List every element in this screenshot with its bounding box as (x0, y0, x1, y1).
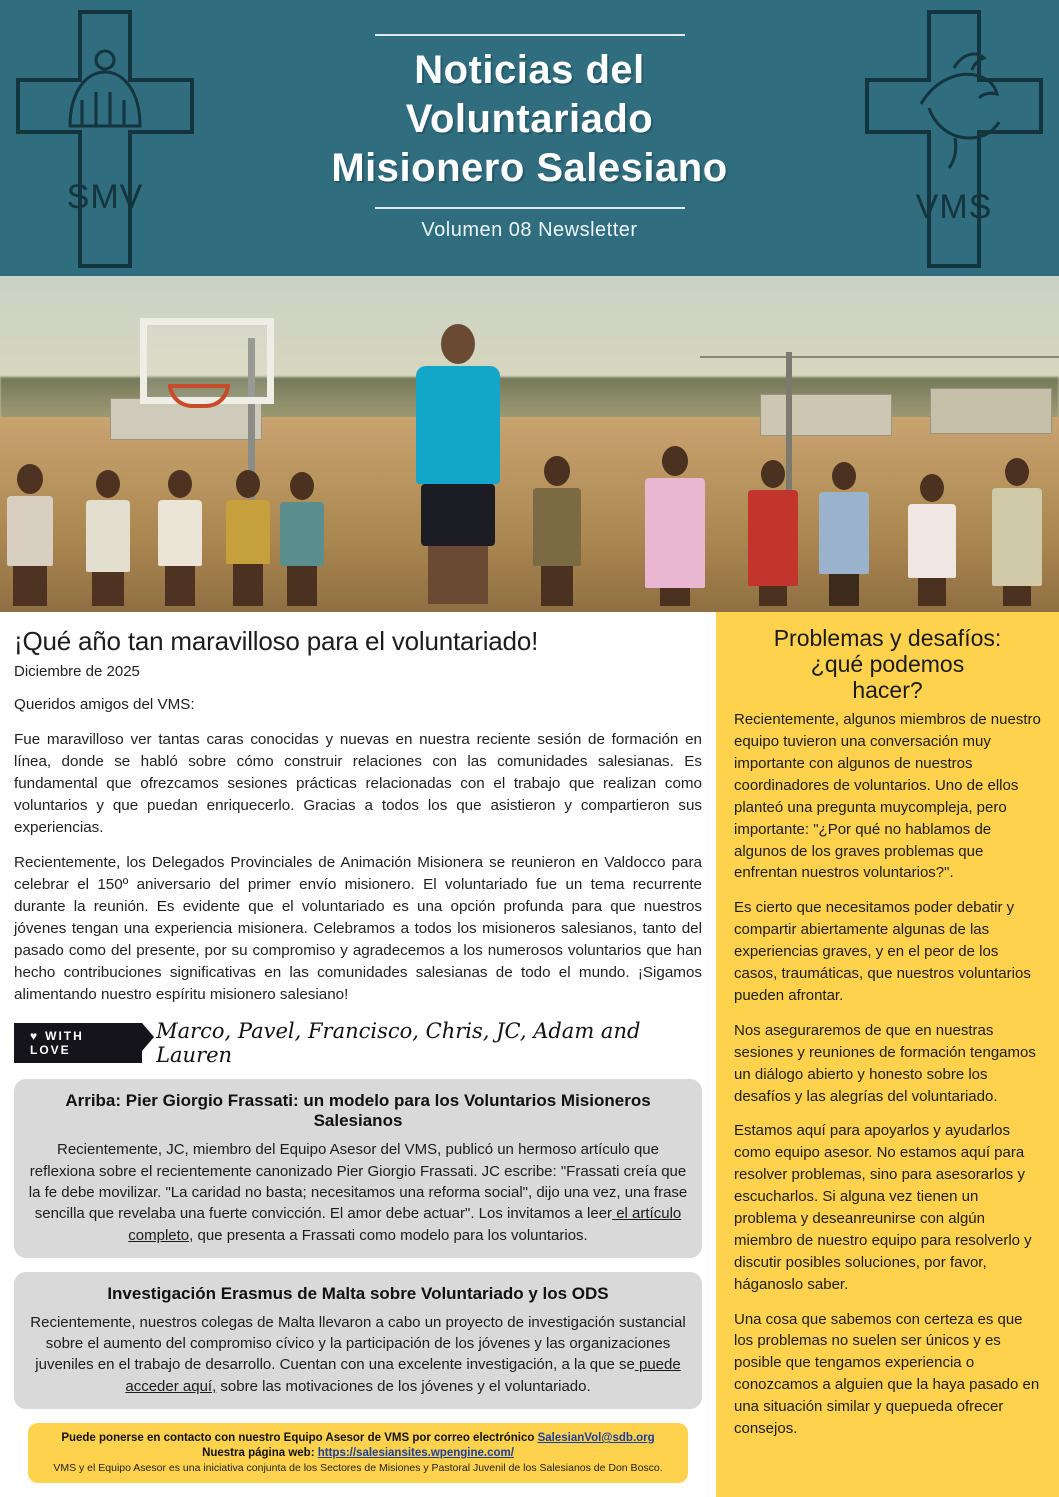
child-figure (742, 460, 804, 606)
box-title: Investigación Erasmus de Malta sobre Voluntariado y los ODS (107, 1283, 609, 1303)
smv-logo-text: SMV (66, 178, 144, 216)
signature-block (14, 1019, 702, 1067)
box-text-after-link: sobre las motivaciones de los jóvenes y el voluntariado. (216, 1377, 591, 1395)
child-figure (812, 462, 876, 606)
child-figure (218, 470, 278, 606)
footer-website-line (38, 1447, 678, 1459)
heart-icon: ♥ (30, 1029, 40, 1044)
article-paragraph-1: Fue maravilloso ver tantas caras conocidas y nuevas en nuestra reciente sesión de formación en línea, donde se habló sobre cómo construir relaciones con las comunidades salesianas. Es fundamental que ofrezcamos sesiones prácticas relacionadas con el trabajo que realizan como voluntarios y que puedan enriquecerlo. Gracias a todos los que asistieron y compartieron sus experiencias. (14, 731, 702, 837)
child-figure (0, 464, 60, 606)
masthead-rule-bottom (375, 207, 685, 209)
greeting-text: Queridos amigos del VMS: (14, 696, 195, 713)
email-link[interactable]: SalesianVol@sdb.org (537, 1432, 655, 1445)
sidebar-paragraph: Una cosa que sabemos con certeza es que los problemas no suelen ser únicos y es posible que tengamos experiencia o conozcamos a alguien que la haya pasado en una situación similar y quepueda ofrecer consejos. (734, 1310, 1040, 1437)
vms-logo-text: VMS (915, 188, 993, 226)
box-text (28, 1139, 688, 1245)
footer-contact-line (38, 1432, 678, 1444)
sidebar-title-line3: hacer? (852, 676, 923, 703)
main-column (0, 612, 716, 1497)
footer-contact-label: Puede ponerse en contacto con nuestro Equipo Asesor de VMS por correo electrónico (61, 1432, 538, 1445)
newsletter-body (0, 612, 1059, 1497)
child-figure (526, 456, 588, 606)
hero-building (930, 388, 1052, 434)
masthead-rule-top (375, 34, 685, 36)
child-figure (985, 458, 1049, 606)
box-title: Arriba: Pier Giorgio Frassati: un modelo para los Voluntarios Misioneros Salesianos (65, 1091, 651, 1131)
contact-footer (28, 1423, 688, 1483)
with-love-label: WITH LOVE (30, 1029, 84, 1058)
box-text-after-link: que presenta a Frassati como modelo para los voluntarios. (193, 1226, 588, 1244)
hero-wire (700, 356, 1059, 358)
sidebar-paragraph: Es cierto que necesitamos poder debatir y compartir abiertamente algunas de las experiencias graves, y en el peor de los casos, traumáticas, que nuestros voluntarios pueden afrontar. (734, 899, 1031, 1004)
article-box-erasmus (14, 1272, 702, 1409)
child-figure (78, 470, 138, 606)
sidebar-paragraph: Nos aseguraremos de que en nuestras sesiones y reuniones de formación tengamos un diálogo abierto y honesto sobre los desafíos y las alegrías del voluntariado. (734, 1021, 1036, 1105)
box-text (28, 1312, 688, 1397)
box-text-before-link: Recientemente, nuestros colegas de Malta llevaron a cabo un proyecto de investigación sustancial sobre el aumento del compromiso cívico y la participación de los jóvenes y las organizaciones juveniles en el trabajo de desarrollo. Cuentan con una excelente investigación, a la que se (30, 1313, 686, 1374)
vms-cross-logo (859, 8, 1049, 270)
footer-note: VMS y el Equipo Asesor es una iniciativa conjunta de los Sectores de Misiones y Pastoral Juvenil de los Salesianos de Don Bosco. (53, 1462, 663, 1475)
erasmus-research-link[interactable]: puede acceder aquí, (125, 1356, 681, 1395)
masthead-title-line3: Misionero Salesiano (331, 145, 728, 190)
masthead-title-line1: Noticias del (414, 48, 645, 93)
page-title: ¡Qué año tan maravilloso para el voluntariado! (14, 626, 539, 656)
masthead-title-line2: Voluntariado (405, 97, 654, 142)
volunteer-figure (404, 324, 512, 604)
frassati-article-link[interactable]: el artículo completo, (128, 1205, 682, 1244)
article-paragraph-2: Recientemente, los Delegados Provinciales de Animación Misionera se reunieron en Valdocco para celebrar el 150º aniversario del primer envío misionero. El voluntariado fue un tema recurrente durante la reunión. Es evidente que el voluntariado es una opción profunda para que nuestros jóvenes tengan una experiencia misionera. Celebramos a todos los misioneros salesianos, tanto del pasado como del presente, por su compromiso y agradecemos a los numerosos voluntarios que han hecho contribuciones significativas en las comunidades salesianas de todo el mundo. ¡Sigamos alimentando nuestro espíritu misionero salesiano! (14, 854, 702, 1004)
masthead-title (250, 46, 810, 192)
masthead-subtitle: Volumen 08 Newsletter (421, 218, 638, 241)
with-love-ribbon (14, 1023, 142, 1063)
child-figure (272, 472, 332, 606)
newsletter-header (0, 0, 1059, 276)
smv-cross-logo (10, 8, 200, 270)
signature-names: Marco, Pavel, Francisco, Chris, JC, Adam and Lauren (156, 1019, 641, 1068)
child-figure (150, 470, 210, 606)
box-text-before-link: Recientemente, JC, miembro del Equipo Asesor del VMS, publicó un hermoso artículo que reflexiona sobre el recientemente canonizado Pier Giorgio Frassati. JC escribe: "Frassati creía que la fe debe movilizar. "La caridad no basta; necesitamos una reforma social", dijo una vez, una frase sencilla que revelaba una fuerte convicción. El amor debe actuar". Los invitamos a leer (28, 1141, 688, 1223)
child-figure (640, 446, 710, 606)
sidebar-title-line2: ¿qué podemos (810, 650, 965, 677)
dove-icon (921, 54, 999, 168)
sidebar-column (716, 612, 1059, 1497)
article-box-frassati (14, 1079, 702, 1257)
child-figure (900, 474, 964, 606)
issue-date: Diciembre de 2025 (14, 663, 140, 680)
hero-photo (0, 276, 1059, 612)
masthead (250, 34, 810, 241)
sidebar-title-line1: Problemas y desafíos: (773, 625, 1002, 651)
footer-website-label: Nuestra página web: (202, 1447, 318, 1460)
sidebar-paragraph: Estamos aquí para apoyarlos y ayudarlos como equipo asesor. No estamos aquí para resolver problemas, sino para asesorarlos y escucharlos. Si alguna vez tienen un problema y deseanreunirse con algún miembro de nuestro equipo para resolverlo y discutir posibles soluciones, por favor, háganoslo saber. (734, 1122, 1032, 1293)
sidebar-paragraph: Recientemente, algunos miembros de nuestro equipo tuvieron una conversación muy importante con algunos de nuestros coordinadores de voluntarios. Uno de ellos planteó una pregunta muycompleja, pero importante: "¿Por qué no hablamos de algunos de los graves problemas que enfrentan nuestros voluntarios?". (734, 711, 1041, 882)
website-link[interactable]: https://salesiansites.wpengine.com/ (317, 1447, 514, 1460)
sidebar-title (734, 626, 1041, 703)
hero-building (760, 394, 892, 436)
